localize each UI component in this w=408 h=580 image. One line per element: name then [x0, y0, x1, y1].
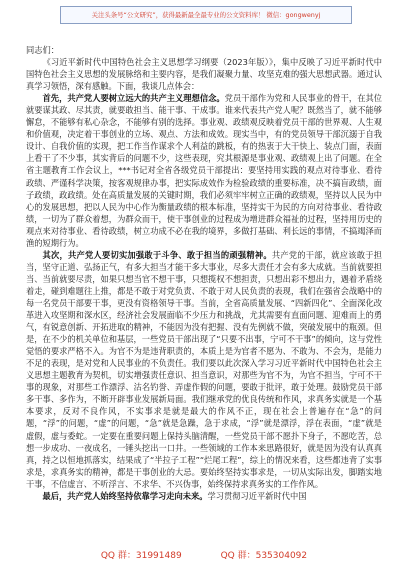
paragraph-text: 《习近平新时代中国特色社会主义思想学习纲要（2023年版）》，集中反映了习近平新时代中国特色社会主义思想的发展脉络和主要内容，是我们凝聚力量、攻坚克难的强大思想武器。通过认真学习领悟，深有感触。下面，我谈几点体会：: [26, 57, 382, 92]
salutation: 同志们：: [26, 45, 59, 55]
paragraph-text: 共产党的干部，就应该敢于担当，坚守正道、弘扬正气，有多大担当才能干多大事业，尽多大责任才会有多大成就。当前就要担当、当前就要尽责，如果只想当官不想干事，只想揽权不想担责，只想出彩不想出力，遇着矛盾绕着走，碰到难题往上推，都是不敢于对党负责、不敢于对人民负责的表现，我们在强省会战略中的每一名党员干部要干事，更没有资格领导干事。当前，全省高质量发展、“四新四化”、全面深化改革进入攻坚期和深水区，经济社会发展面临不少压力和挑战，尤其需要有直面问题、迎难而上的勇气，有锐意创新、开拓进取的精神，不能因为没有把握、没有先例就不做，突破发展中的瓶颈。但是，在不少的机关单位和基层，一些党员干部出现了“只要不出事，宁可不干事”的倾向，这与党性觉悟的要求严格不入。为官不为是违背职责的，本质上是为官者不愿为、不敢为、不会为，是能力不足的表现，是对党和人民事业的不负责任。我们要以此次深入学习习近平新时代中国特色社会主义思想主题教育为契机，切实增强责任意识、担当意识，对那些为官不为，为官不担当，宁可不干事的现象，对那些工作漂浮、沽名钓誉、弄虚作假的问题，要敢于批评，敢于处理。鼓励党员干部多干事、多作为，不断开辟事业发展新局面。我们继承党的优良传统和作风，求真务实就是一个基本要求，反对不良作风，不实事求是就是最大的作风不正，现在社会上普遍存在“急”的问题，“浮”的问题，“虚”的问题，“急”就是急躁，急于求成，“浮”就是漂浮，浮在表面，“虚”就是虚假，虚与委蛇。一定要在重要问题上保持头脑清醒，一些党员干部不愿扑下身子，不愿吃苦，总想一步成功、一夜成名，一锤头挖出一口井。一些领域的工作本来思路很好，就是因为没有认真真真，持之以恒地抓落实，结果成了“半拉子工程”“烂尾工程”，综上的情况来看，这些都违背了实事求是，求真务实的精神，都是干事创业的大忌。要始终坚持实事求是，一切从实际出发，脚踏实地干事，不信虚言、不听浮言、不求华、不兴伪事，始终保持求真务实的工作作风。: [26, 249, 382, 489]
intro-paragraph: [26, 56, 382, 92]
paragraph-third-point: [26, 490, 382, 502]
paragraph-first-point: [26, 92, 382, 249]
paragraph-text: 学习贯彻习近平新时代中国: [207, 490, 307, 501]
paragraph-lead: 首先，共产党人要树立远大的共产主义理想信念。: [42, 93, 225, 104]
promo-banner: 关注头条号“公文研究”，获得最新最全最专业的公文资料库！ 微信：gongwenyj: [60, 6, 352, 24]
speech-body: [26, 44, 382, 544]
paragraph-lead: 最后，共产党人始终坚持依靠学习走向未来。: [42, 490, 208, 501]
paragraph-second-point: [26, 249, 382, 490]
contact-footer: [0, 549, 408, 563]
paragraph-text: 党员干部作为党和人民事业的骨干，在其位就要谋其政、尽其责，就要敢担当、能干事、干成事。谁来代表共产党人呢？既然当了，就不能够懈怠，不能够有私心杂念，不能够有别的选择。事业观、政绩观反映着党员干部的世界观、人生观和价值观，决定着干事创业的立场、观点、方法和成效。现实当中，有的党员领导干部沉溺于自我设计、自我价值的实现，把工作当作谋求个人利益的跳板，有的热衷于大干快上、装点门面，表面上看干了不少事，其实背后的问题不少，这些表现，究其根源是事业观、政绩观上出了问题。在全省主题教育工作会议上，***书记对全省各级党员干部提出：要坚持用实践的观点对待事业、看待政绩、严谨科学决策，按客观规律办事，把实际成效作为检验政绩的重要标准，决不搞盲政绩，面子政绩，政政绩。处在高质量发展的关键时期，我们必须牢牢树立正确的政绩观，坚持以人民为中心的发展思想，把以人民为中心作为衡量政绩的根本标准，坚持实干为民的方向对待事业、看待政绩，一切为了群众着想，为群众而干，使干事创业的过程成为增进群众福祉的过程，坚持用历史的观点来对待事业、看待政绩，树立功成不必在我的境界，多做打基础、利长远的事情，不搞竭泽而渔的短期行为。: [26, 93, 382, 248]
qq-group-1: QQ 群：31991489: [100, 551, 182, 561]
qq-group-2: QQ 群：535304092: [220, 551, 308, 561]
paragraph-lead: 其次，共产党人要切实加强敢于斗争、敢于担当的顽强精神。: [42, 249, 272, 260]
